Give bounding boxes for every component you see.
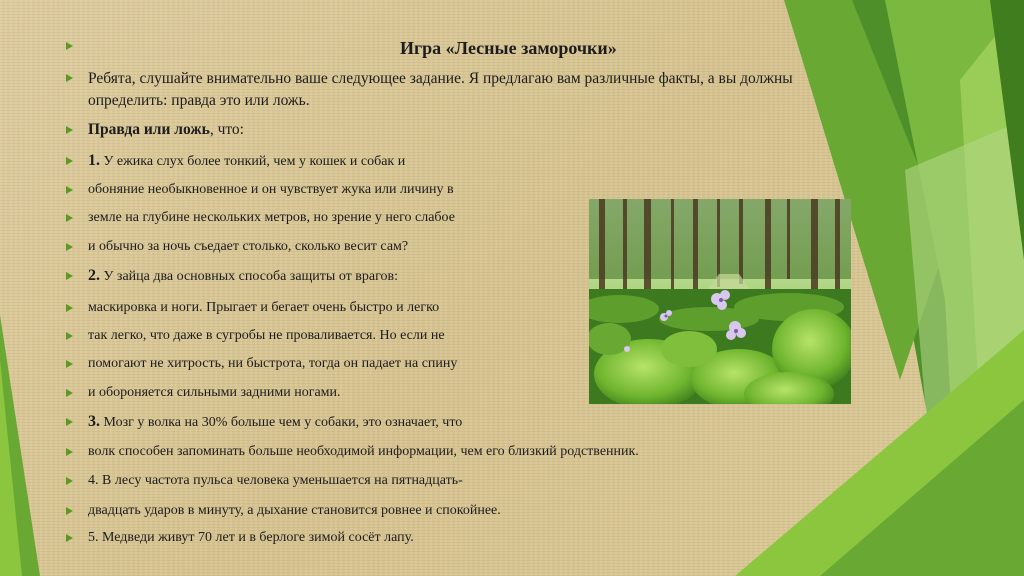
bullet-icon — [66, 157, 73, 165]
fact2-text-1: У зайца два основных способа защиты от врагов: — [100, 269, 398, 284]
slide-title: Игра «Лесные заморочки» — [400, 38, 617, 58]
forest-photo — [589, 199, 851, 404]
fact1-line-3: земле на глубине нескольких метров, но зрение у него слабое — [88, 210, 455, 225]
question-rest: , что: — [209, 121, 244, 138]
bullet-icon — [66, 418, 73, 426]
question-line — [88, 121, 244, 139]
fact5-line-1: 5. Медведи живут 70 лет и в берлоге зимой сосёт лапу. — [88, 530, 414, 545]
intro-line-2: определить: правда это или ложь. — [88, 92, 310, 109]
fact1-text-1: У ежика слух более тонкий, чем у кошек и собак и — [100, 154, 406, 169]
bullet-icon — [66, 389, 73, 397]
fact2-line-2: маскировка и ноги. Прыгает и бегает очень быстро и легко — [88, 300, 440, 315]
fact2-line-5: и обороняется сильными задними ногами. — [88, 385, 341, 400]
fact2-line-1 — [88, 267, 398, 285]
fact3-number: 3. — [88, 413, 100, 430]
bullet-icon — [66, 243, 73, 251]
question-bold: Правда или ложь — [88, 121, 210, 138]
bullet-icon — [66, 448, 73, 456]
bullet-icon — [66, 304, 73, 312]
bullet-icon — [66, 74, 73, 82]
bullet-icon — [66, 126, 73, 134]
fact1-number: 1. — [88, 152, 100, 169]
bullet-icon — [66, 272, 73, 280]
fact1-line-1 — [88, 152, 405, 170]
bullet-icon — [66, 42, 73, 50]
fact2-line-3: так легко, что даже в сугробы не проваливается. Но если не — [88, 328, 445, 343]
intro-line-1: Ребята, слушайте внимательно ваше следующее задание. Я предлагаю вам различные факты, а вы должны — [88, 70, 793, 87]
bullet-icon — [66, 507, 73, 515]
fact3-line-1 — [88, 413, 462, 431]
bullet-icon — [66, 186, 73, 194]
bullet-icon — [66, 534, 73, 542]
bullet-icon — [66, 477, 73, 485]
fact3-line-2: волк способен запоминать больше необходимой информации, чем его близкий родственник. — [88, 444, 639, 459]
bullet-icon — [66, 360, 73, 368]
fact1-line-2: обоняние необыкновенное и он чувствует жука или личину в — [88, 182, 454, 197]
bullet-icon — [66, 214, 73, 222]
fact4-line-1: 4. В лесу частота пульса человека уменьшается на пятнадцать- — [88, 473, 463, 488]
fact4-line-2: двадцать ударов в минуту, а дыхание становится ровнее и спокойнее. — [88, 503, 501, 518]
bullet-icon — [66, 332, 73, 340]
fact3-text-1: Мозг у волка на 30% больше чем у собаки, это означает, что — [100, 415, 463, 430]
fact2-number: 2. — [88, 267, 100, 284]
fact2-line-4: помогают не хитрость, ни быстрота, тогда он падает на спину — [88, 356, 458, 371]
fact1-line-4: и обычно за ночь съедает столько, сколько весит сам? — [88, 239, 409, 254]
